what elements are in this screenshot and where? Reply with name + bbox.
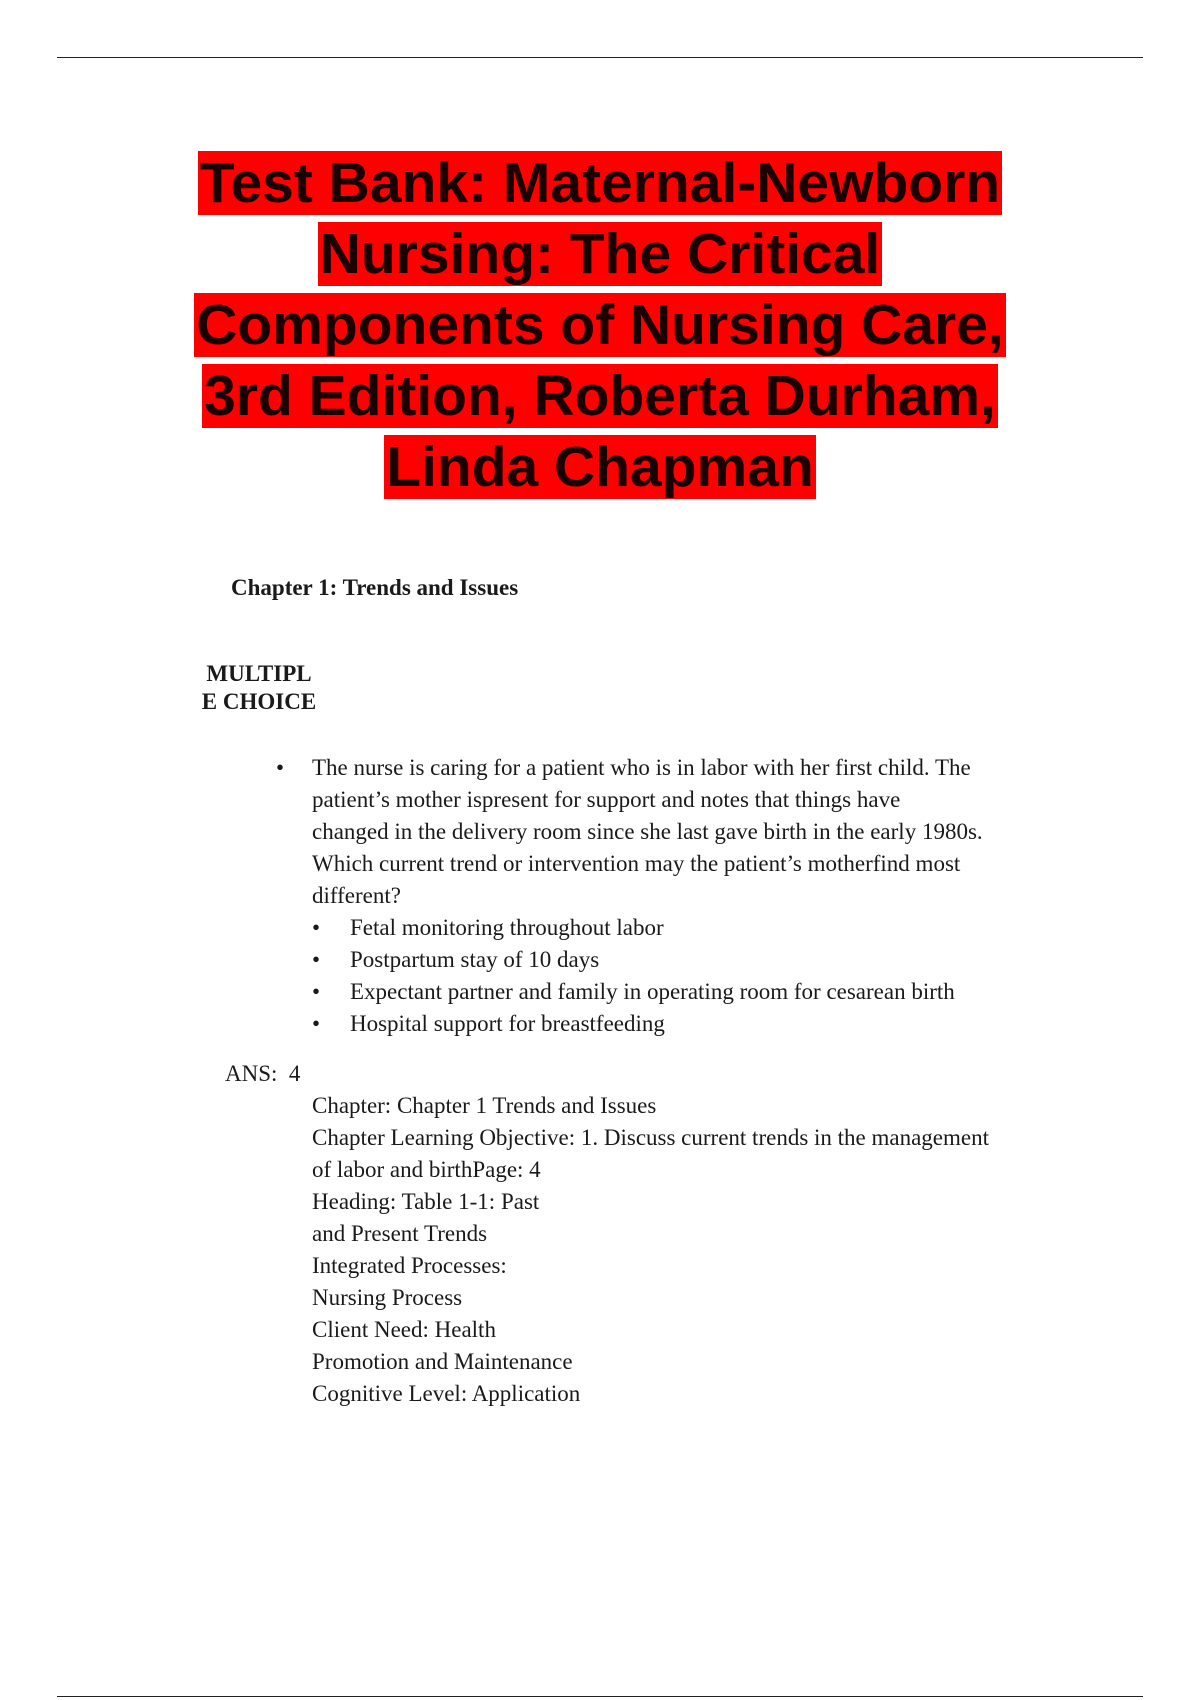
title-line: Test Bank: Maternal-Newborn: [199, 151, 1001, 215]
question-metadata: [312, 1090, 1042, 1410]
question-stem: [312, 752, 1032, 912]
section-heading-line: MULTIPL: [206, 661, 312, 686]
title-line: Components of Nursing Care,: [196, 293, 1004, 357]
metadata-line: Integrated Processes:: [312, 1253, 507, 1278]
chapter-heading: Chapter 1: Trends and Issues: [231, 575, 519, 600]
question-bullet: •: [276, 755, 285, 780]
question-line: The nurse is caring for a patient who is in labor with her first child. The: [312, 755, 971, 780]
answer-option: [312, 944, 955, 976]
metadata-line: Cognitive Level: Application: [312, 1381, 581, 1406]
answer-option: [312, 976, 955, 1008]
option-text: Expectant partner and family in operating room for cesarean birth: [350, 979, 955, 1004]
document-title: [130, 148, 1070, 503]
metadata-line: Promotion and Maintenance: [312, 1349, 573, 1374]
title-line: 3rd Edition, Roberta Durham,: [204, 364, 996, 428]
answer-options: [312, 912, 955, 1040]
option-text: Fetal monitoring throughout labor: [350, 915, 664, 940]
option-bullet: •: [312, 915, 321, 940]
title-line: Nursing: The Critical: [319, 222, 881, 286]
answer-option: [312, 912, 955, 944]
metadata-line: of labor and birthPage: 4: [312, 1157, 541, 1182]
title-line: Linda Chapman: [386, 435, 814, 499]
question-line: Which current trend or intervention may the patient’s motherfind most: [312, 851, 961, 876]
question-line: patient’s mother ispresent for support and notes that things have: [312, 787, 901, 812]
metadata-line: Chapter: Chapter 1 Trends and Issues: [312, 1093, 657, 1118]
answer-key: ANS: 4: [225, 1061, 301, 1086]
metadata-line: Client Need: Health: [312, 1317, 496, 1342]
option-bullet: •: [312, 947, 321, 972]
answer-option: [312, 1008, 955, 1040]
top-rule: [57, 57, 1143, 58]
metadata-line: and Present Trends: [312, 1221, 488, 1246]
option-text: Postpartum stay of 10 days: [350, 947, 600, 972]
bottom-rule: [57, 1696, 1143, 1697]
option-bullet: •: [312, 1011, 321, 1036]
question-line: different?: [312, 883, 401, 908]
question-line: changed in the delivery room since she last gave birth in the early 1980s.: [312, 819, 983, 844]
metadata-line: Nursing Process: [312, 1285, 463, 1310]
section-heading: [198, 660, 320, 716]
option-bullet: •: [312, 979, 321, 1004]
metadata-line: Heading: Table 1-1: Past: [312, 1189, 540, 1214]
metadata-line: Chapter Learning Objective: 1. Discuss current trends in the management: [312, 1125, 990, 1150]
section-heading-line: E CHOICE: [201, 689, 317, 714]
option-text: Hospital support for breastfeeding: [350, 1011, 665, 1036]
